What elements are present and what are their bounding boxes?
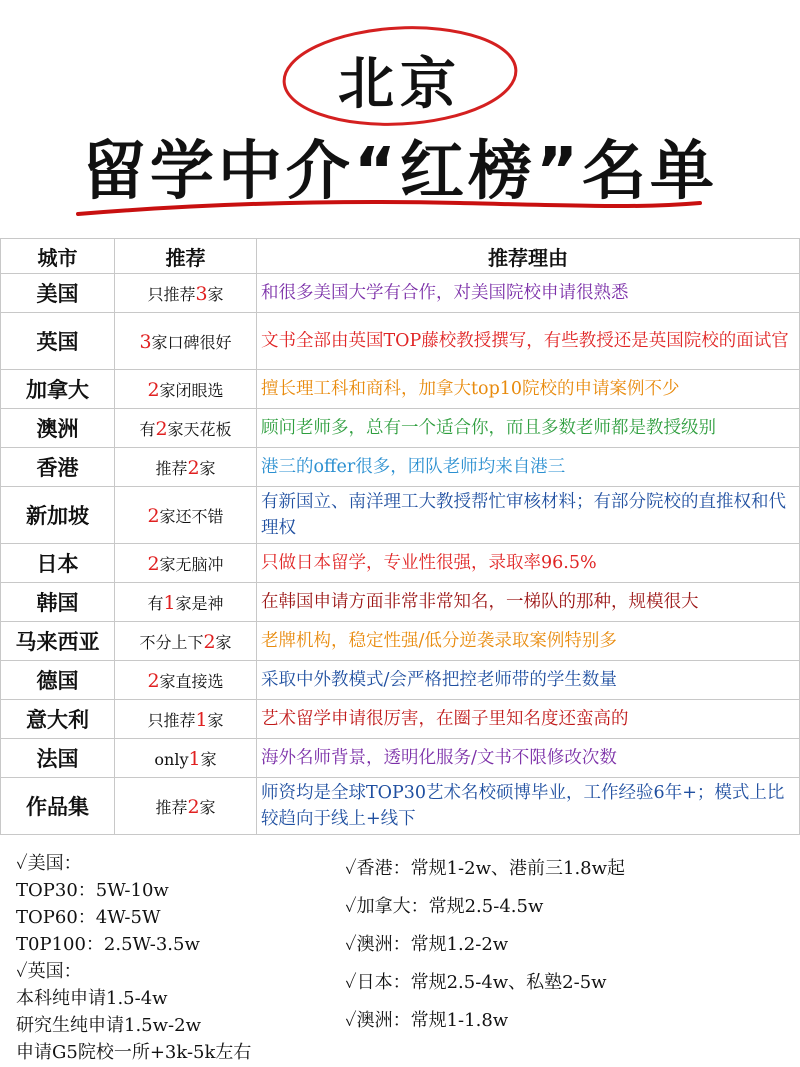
- recommend-num: 2: [147, 504, 160, 527]
- recommend-post: 家无脑冲: [159, 554, 224, 574]
- recommend-cell: [115, 409, 257, 448]
- recommend-cell: [115, 274, 257, 313]
- recommend-num: 2: [147, 378, 160, 401]
- price-note-line: ✓澳洲：常规1.2-2w: [345, 934, 509, 955]
- recommend-post: 家还不错: [159, 506, 224, 526]
- city-cell: 美国: [1, 274, 115, 313]
- recommend-cell: [115, 622, 257, 661]
- price-note-line: ✓香港：常规1-2w、港前三1.8w起: [345, 858, 626, 879]
- header-recommend: 推荐: [115, 239, 257, 274]
- city-cell: 日本: [1, 544, 115, 583]
- reason-cell: 海外名师背景，透明化服务/文书不限修改次数: [257, 739, 800, 778]
- table-row: [1, 739, 800, 778]
- recommend-post: 家: [199, 797, 216, 817]
- page-title: 留学中介“红榜”名单: [81, 135, 719, 209]
- price-note-line: ✓美国：: [16, 853, 82, 874]
- city-cell: 意大利: [1, 700, 115, 739]
- title-city: 北京: [338, 52, 462, 117]
- table-row: [1, 583, 800, 622]
- price-note-line: 本科纯申请1.5-4w: [16, 988, 168, 1009]
- reason-cell: 擅长理工科和商科，加拿大top10院校的申请案例不少: [257, 370, 800, 409]
- recommend-num: 2: [187, 795, 200, 818]
- header-city: 城市: [1, 239, 115, 274]
- city-cell: 作品集: [1, 778, 115, 835]
- recommend-post: 家: [200, 749, 217, 769]
- recommend-post: 家口碑很好: [151, 332, 232, 352]
- recommend-post: 家闭眼选: [159, 380, 224, 400]
- recommend-num: 2: [155, 417, 168, 440]
- city-cell: 新加坡: [1, 487, 115, 544]
- recommend-cell: [115, 661, 257, 700]
- table-row: [1, 661, 800, 700]
- price-note-line: ✓加拿大：常规2.5-4.5w: [345, 896, 544, 917]
- table-row: [1, 370, 800, 409]
- reason-cell: 只做日本留学，专业性很强，录取率96.5%: [257, 544, 800, 583]
- price-note-line: ✓澳洲：常规1-1.8w: [345, 1010, 509, 1031]
- reason-cell: 有新国立、南洋理工大教授帮忙审核材料；有部分院校的直推权和代理权: [257, 487, 800, 544]
- recommend-pre: 推荐: [155, 458, 188, 478]
- reason-cell: 艺术留学申请很厉害，在圈子里知名度还蛮高的: [257, 700, 800, 739]
- recommend-post: 家: [207, 284, 224, 304]
- recommend-cell: [115, 370, 257, 409]
- recommend-num: 2: [203, 630, 216, 653]
- table-header-row: [1, 239, 800, 274]
- header: [0, 0, 800, 235]
- recommend-cell: [115, 700, 257, 739]
- table-row: [1, 448, 800, 487]
- recommend-post: 家: [199, 458, 216, 478]
- table-row: [1, 274, 800, 313]
- table-row: [1, 313, 800, 370]
- recommend-pre: 不分上下: [139, 632, 204, 652]
- reason-cell: 采取中外教模式/会严格把控老师带的学生数量: [257, 661, 800, 700]
- price-note-line: 申请G5院校一所+3k-5k左右: [16, 1042, 252, 1063]
- city-cell: 法国: [1, 739, 115, 778]
- city-cell: 韩国: [1, 583, 115, 622]
- recommend-pre: 推荐: [155, 797, 188, 817]
- recommend-num: 1: [195, 708, 208, 731]
- recommend-post: 家是神: [175, 593, 224, 613]
- recommend-post: 家: [207, 710, 224, 730]
- reason-cell: 港三的offer很多，团队老师均来自港三: [257, 448, 800, 487]
- price-note-line: TOP30：5W-10w: [16, 880, 169, 901]
- recommend-pre: 只推荐: [147, 710, 196, 730]
- price-notes-right: [345, 850, 785, 1040]
- recommend-cell: [115, 739, 257, 778]
- city-cell: 德国: [1, 661, 115, 700]
- recommend-post: 家天花板: [167, 419, 232, 439]
- table-row: [1, 622, 800, 661]
- price-note-line: T0P100：2.5W-3.5w: [16, 934, 200, 955]
- recommend-num: 2: [147, 552, 160, 575]
- city-cell: 英国: [1, 313, 115, 370]
- price-notes-left: [16, 850, 336, 1066]
- table-row: [1, 409, 800, 448]
- recommend-cell: [115, 313, 257, 370]
- city-cell: 马来西亚: [1, 622, 115, 661]
- reason-cell: 和很多美国大学有合作，对美国院校申请很熟悉: [257, 274, 800, 313]
- recommend-cell: [115, 487, 257, 544]
- recommend-pre: only: [154, 749, 189, 769]
- city-cell: 澳洲: [1, 409, 115, 448]
- table-row: [1, 487, 800, 544]
- price-note-line: ✓日本：常规2.5-4w、私塾2-5w: [345, 972, 607, 993]
- table-row: [1, 700, 800, 739]
- recommend-cell: [115, 544, 257, 583]
- price-note-line: 研究生纯申请1.5w-2w: [16, 1015, 201, 1036]
- city-cell: 香港: [1, 448, 115, 487]
- recommend-num: 1: [163, 591, 176, 614]
- recommend-num: 1: [188, 747, 201, 770]
- reason-cell: 师资均是全球TOP30艺术名校硕博毕业，工作经验6年+；模式上比较趋向于线上+线下: [257, 778, 800, 835]
- table-row: [1, 544, 800, 583]
- agency-table: [0, 238, 800, 835]
- reason-cell: 文书全部由英国TOP藤校教授撰写，有些教授还是英国院校的面试官: [257, 313, 800, 370]
- reason-cell: 顾问老师多，总有一个适合你，而且多数老师都是教授级别: [257, 409, 800, 448]
- reason-cell: 老牌机构，稳定性强/低分逆袭录取案例特别多: [257, 622, 800, 661]
- recommend-pre: 只推荐: [147, 284, 196, 304]
- recommend-num: 3: [195, 282, 208, 305]
- header-reason: 推荐理由: [257, 239, 800, 274]
- recommend-post: 家: [215, 632, 232, 652]
- price-note-line: ✓英国：: [16, 961, 82, 982]
- recommend-num: 2: [147, 669, 160, 692]
- table-row: [1, 778, 800, 835]
- recommend-pre: 有: [147, 593, 164, 613]
- price-note-line: TOP60：4W-5W: [16, 907, 161, 928]
- recommend-post: 家直接选: [159, 671, 224, 691]
- recommend-cell: [115, 778, 257, 835]
- reason-cell: 在韩国申请方面非常非常知名，一梯队的那种，规模很大: [257, 583, 800, 622]
- recommend-cell: [115, 448, 257, 487]
- recommend-num: 3: [139, 330, 152, 353]
- recommend-num: 2: [187, 456, 200, 479]
- city-cell: 加拿大: [1, 370, 115, 409]
- recommend-cell: [115, 583, 257, 622]
- recommend-pre: 有: [139, 419, 156, 439]
